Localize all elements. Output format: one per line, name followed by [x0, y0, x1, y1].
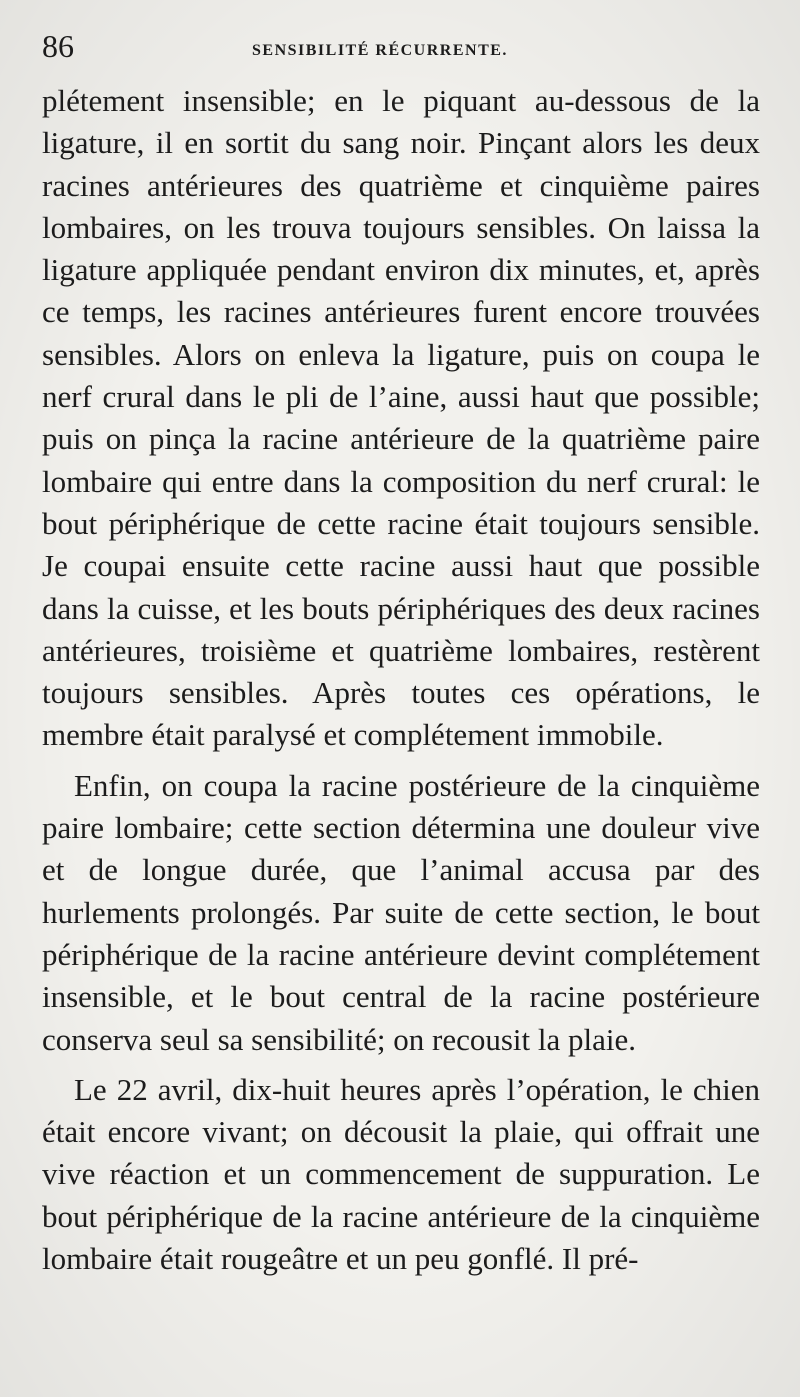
- page-header: [42, 28, 760, 68]
- paragraph-continued: plétement insensible; en le piquant au-dessous de la ligature, il en sortit du sang noir. Pinçant alors les deux racines antérieures des quatrième et cinquième paires lombaires, on les trouva toujours sensibles. On laissa la ligature appliquée pendant environ dix minutes, et, après ce temps, les racines antérieures furent encore trouvées sensibles. Alors on enleva la ligature, puis on coupa le nerf crural dans le pli de l’aine, aussi haut que possible; puis on pinça la racine antérieure de la quatrième paire lombaire qui entre dans la composition du nerf crural: le bout périphérique de cette racine était toujours sensible. Je coupai ensuite cette racine aussi haut que possible dans la cuisse, et les bouts périphériques des deux racines antérieures, troisième et quatrième lombaires, restèrent toujours sensibles. Après toutes ces opérations, le membre était paralysé et complétement immobile.: [42, 83, 760, 753]
- paragraph: Enfin, on coupa la racine postérieure de la cinquième paire lombaire; cette section détermina une douleur vive et de longue durée, que l’animal accusa par des hurlements prolongés. Par suite de cette section, le bout périphérique de la racine antérieure devint complétement insensible, et le bout central de la racine postérieure conserva seul sa sensibilité; on recousit la plaie.: [42, 767, 760, 1057]
- page-number: 86: [42, 28, 74, 64]
- body-text: [42, 80, 760, 1280]
- paragraph: Le 22 avril, dix-huit heures après l’opération, le chien était encore vivant; on décousit la plaie, qui offrait une vive réaction et un commencement de suppuration. Le bout périphérique de la racine antérieure de la cinquième lombaire était rougeâtre et un peu gonflé. Il pré-: [42, 1071, 760, 1277]
- running-title: SENSIBILITÉ RÉCURRENTE.: [252, 42, 508, 59]
